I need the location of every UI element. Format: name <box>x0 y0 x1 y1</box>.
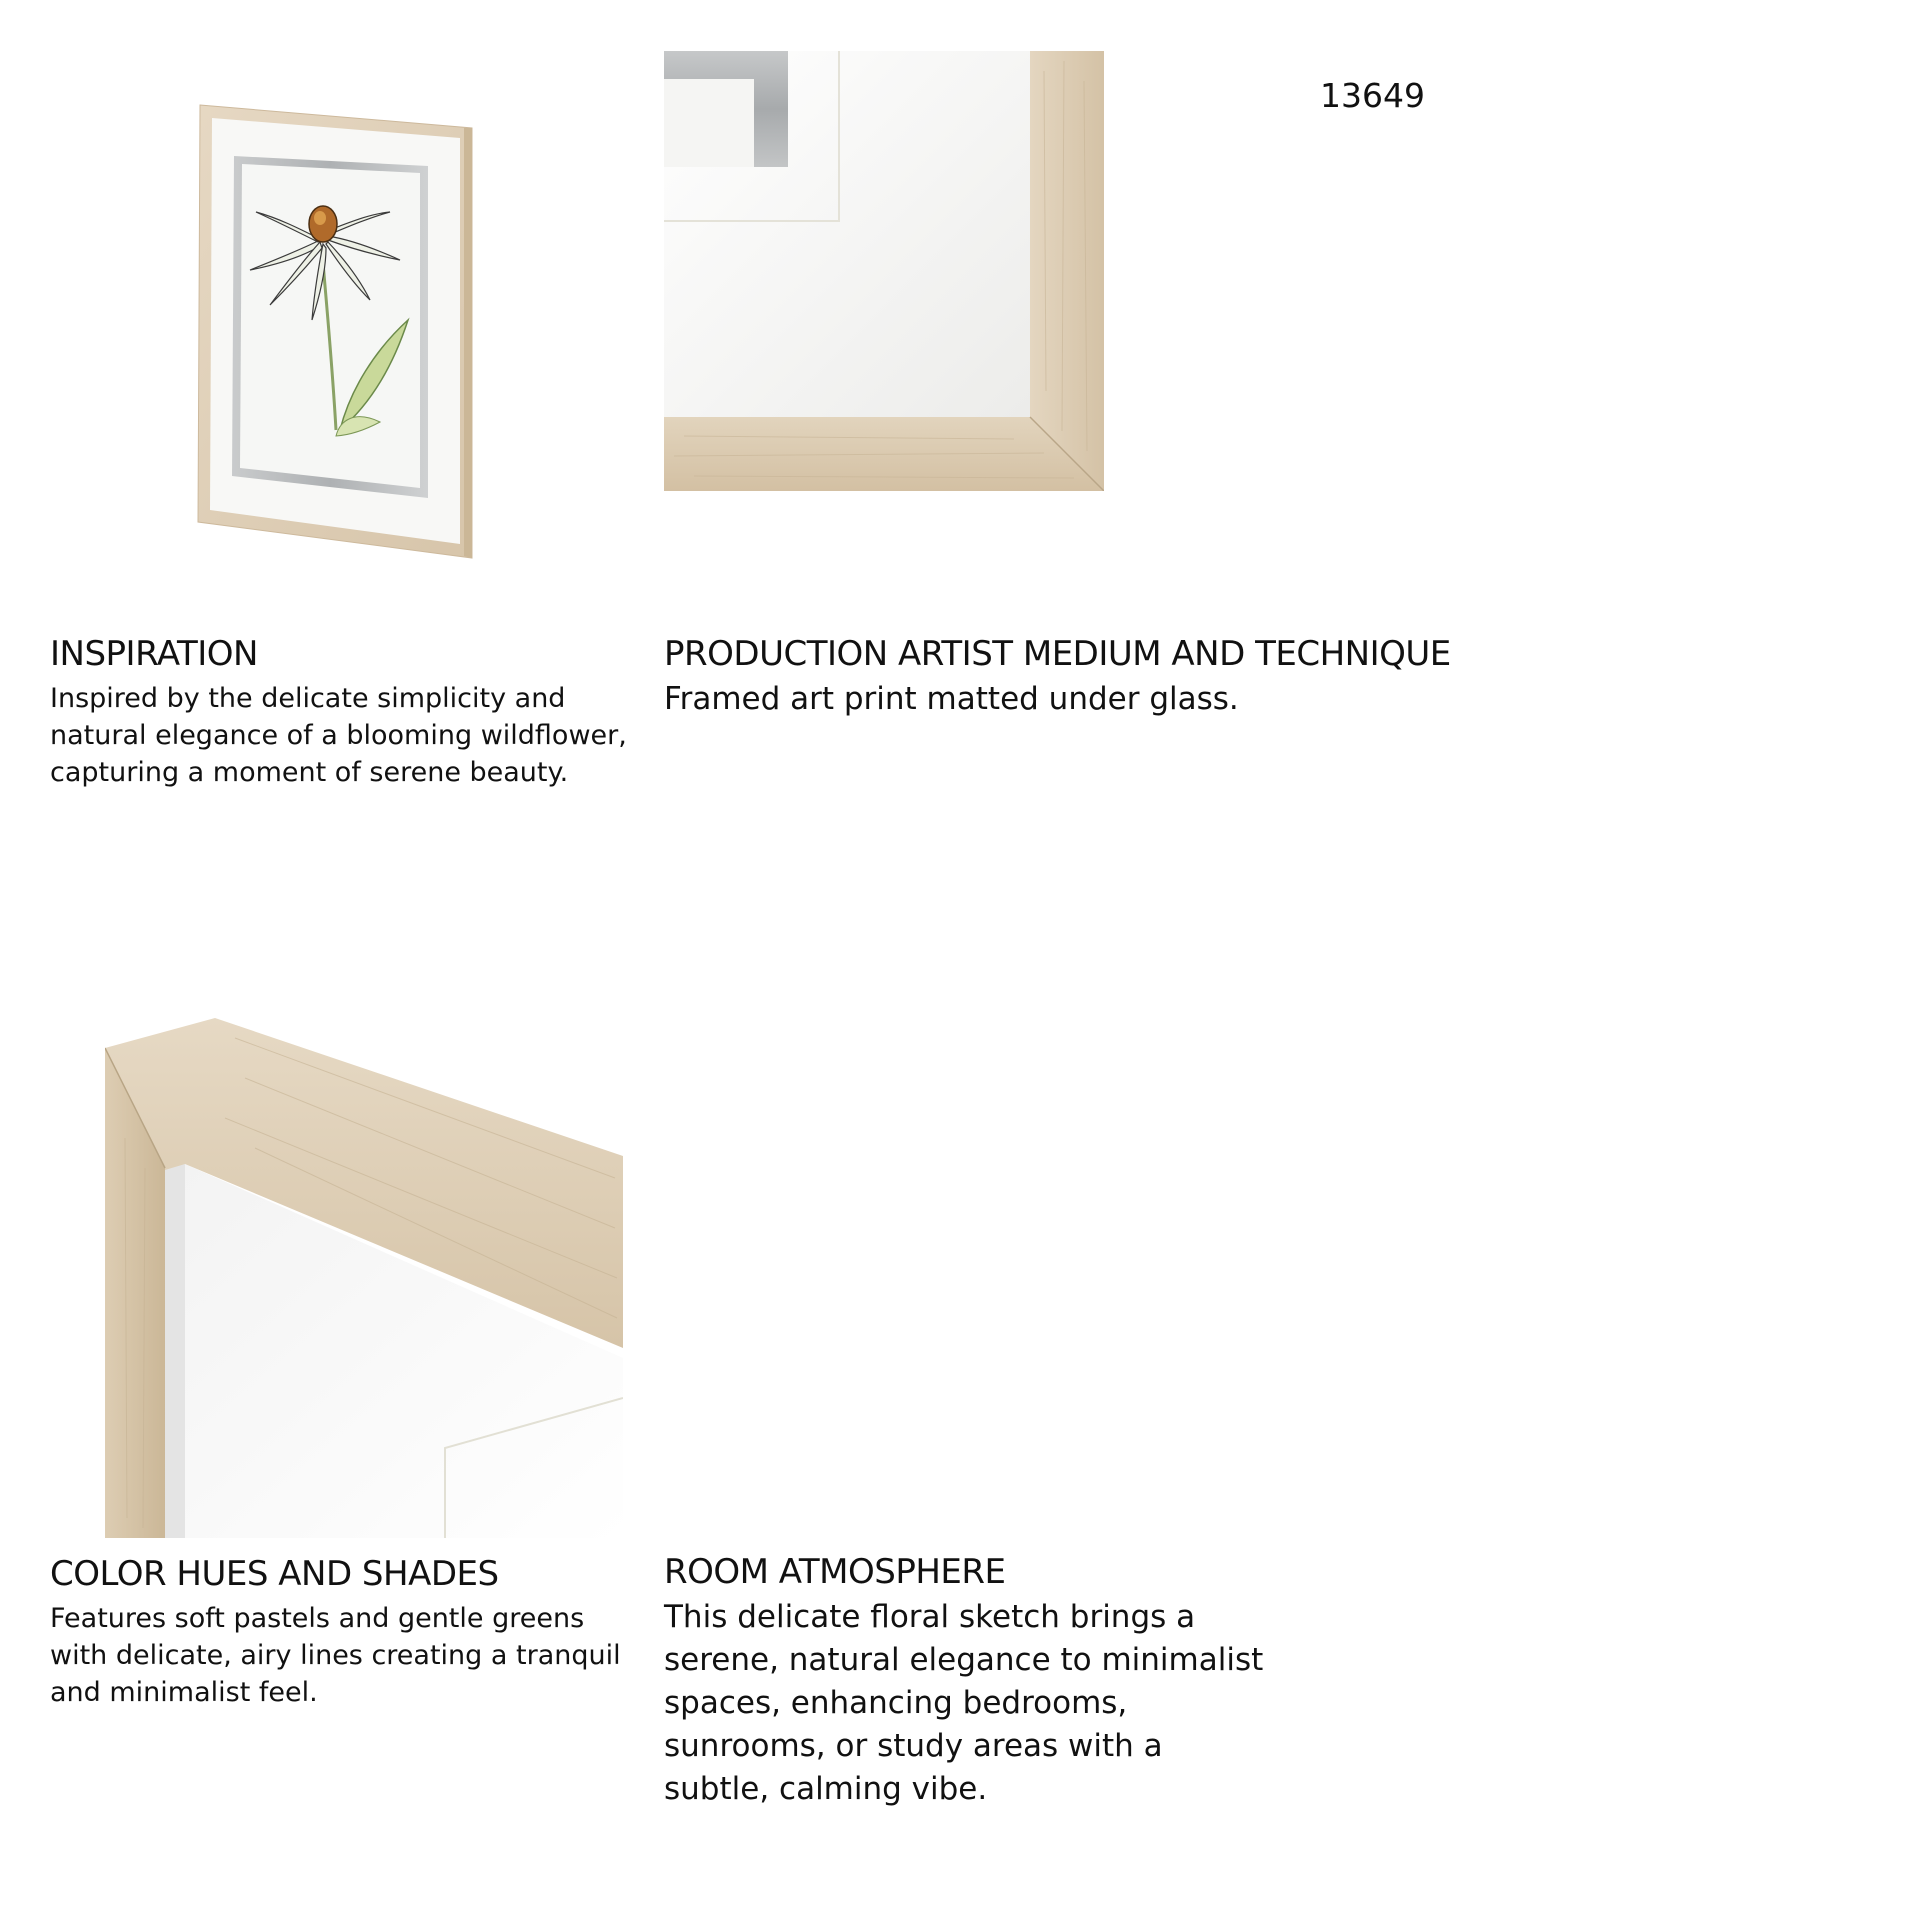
color-body: Features soft pastels and gentle greens with delicate, airy lines creating a tranquil and minimalist feel. <box>50 1603 621 1708</box>
room-title: ROOM ATMOSPHERE <box>664 1552 1006 1592</box>
production-section <box>664 634 1564 721</box>
production-body: Framed art print matted under glass. <box>664 681 1239 717</box>
color-section <box>50 1554 630 1711</box>
production-title: PRODUCTION ARTIST MEDIUM AND TECHNIQUE <box>664 634 1451 674</box>
inspiration-body: Inspired by the delicate simplicity and natural elegance of a blooming wildflower, capturing a moment of serene beauty. <box>50 683 627 788</box>
product-code: 13649 <box>1320 76 1425 115</box>
room-section <box>664 1552 1264 1811</box>
inspiration-title: INSPIRATION <box>50 634 258 674</box>
frame-corner-detail-icon <box>664 51 1104 491</box>
room-body: This delicate floral sketch brings a serene, natural elegance to minimalist spaces, enhancing bedrooms, sunrooms, or study areas with a subtle, calming vibe. <box>664 1599 1264 1807</box>
framed-floral-print-icon <box>190 100 490 560</box>
color-title: COLOR HUES AND SHADES <box>50 1554 499 1594</box>
inspiration-section <box>50 634 630 791</box>
frame-corner-closeup-icon <box>105 1018 623 1538</box>
